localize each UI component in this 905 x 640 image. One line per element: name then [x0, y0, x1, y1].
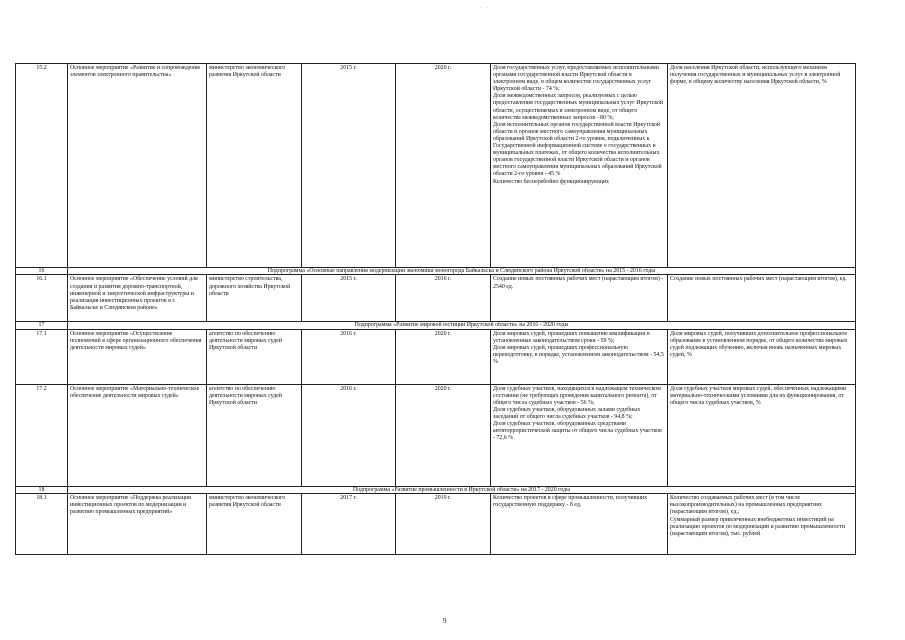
cell-activity: Основное мероприятие «Материально-техническое обеспечение деятельности мировых судей» [68, 384, 207, 486]
cell-executor: министерство экономического развития Иркутской области [207, 64, 302, 268]
cell-end-year: 2020 г. [396, 64, 491, 268]
cell-expected-result: Доля мировых судей, прошедших повышение квалификации в установленные законодательством сроки - 59 %; Доля мировых судей, прошедших профессиональную переподготовку, в порядке, установленном законодательством - 54,5 % [491, 329, 668, 384]
cell-start-year: 2015 г. [302, 64, 396, 268]
subprogram-number: 18 [16, 486, 68, 493]
cell-expected-result: Создание новых постоянных рабочих мест (нарастающим итогом) - 2540 ед. [491, 275, 668, 322]
table-row [16, 275, 856, 322]
cell-expected-result: Количество проектов в сфере промышленности, получивших государственную поддержку - 8 ед. [491, 494, 668, 555]
cell-executor: министерство экономического развития Иркутской области [207, 494, 302, 555]
program-table [15, 63, 855, 555]
page-number: 9 [443, 617, 447, 625]
cell-number: 17.2 [16, 384, 68, 486]
cell-executor: министерство строительства, дорожного хозяйства Иркутской области [207, 275, 302, 322]
cell-number: 18.1 [16, 494, 68, 555]
cell-indicator: Создание новых постоянных рабочих мест (нарастающим итогом), ед. [668, 275, 856, 322]
subprogram-title: Подпрограмма «Основные направления модернизации экономики моногорода Байкальска и Слюдянского района Иркутской области» на 2015 - 2016 годы [68, 268, 856, 275]
subprogram-number: 16 [16, 268, 68, 275]
cell-end-year: 2019 г. [396, 494, 491, 555]
cell-activity: Основное мероприятие «Поддержка реализации инвестиционных проектов по модернизации и развитию промышленных предприятий» [68, 494, 207, 555]
cell-expected-result: Доля судебных участков, находящихся в надлежащем техническом состоянии (не требующих проведения капитального ремонта), от общего числа судебных участков - 56 %; Доля судебных участков, оборудованных залами судебных заседаний от общего числа судебных участков - 94,8 %; Доля судебных участков, оборудованных средствами антитеррористической защиты от общего числа судебных участков - 72,6 % [491, 384, 668, 486]
cell-end-year: 2016 г. [396, 275, 491, 322]
cell-indicator: Доля судебных участков мировых судей, обеспеченных надлежащими материально-техническими условиями для их функционирования, от общего числа судебных участков, % [668, 384, 856, 486]
subprogram-title: Подпрограмма «Развитие промышленности в Иркутской области» на 2017 - 2020 годы [68, 486, 856, 493]
cell-executor: агентство по обеспечению деятельности мировых судей Иркутской области [207, 384, 302, 486]
cell-start-year: 2016 г. [302, 384, 396, 486]
table-row [16, 384, 856, 486]
cell-activity: Основное мероприятие «Осуществление полномочий в сфере организационного обеспечения деятельности мировых судей» [68, 329, 207, 384]
cell-activity: Основное мероприятие «Обеспечение условий для создания и развития дорожно-транспортной, инженерной и энергетической инфраструктуры и реализация инвестиционных проектов в г. Байкальске и Слюдянском районе» [68, 275, 207, 322]
subprogram-title: Подпрограмма «Развитие мировой юстиции Иркутской области» на 2016 - 2020 годы [68, 322, 856, 329]
cell-start-year: 2016 г. [302, 329, 396, 384]
cell-number: 17.1 [16, 329, 68, 384]
cell-end-year: 2020 г. [396, 384, 491, 486]
scan-mark: · · [480, 5, 489, 11]
subprogram-row [16, 486, 856, 493]
cell-expected-result: Доля государственных услуг, предоставляемых исполнительными органами государственной власти Иркутской области в электронном виде, в общем количестве государственных услуг Иркутской области - 74 %; Доля межведомственных запросов, реализуемых с целью предоставления государственных муниципальных услуг Иркутской области, осуществляемых в электронном виде, от общего количества межведомственных запросов - 80 %; Доля исполнительных органов государственной власти Иркутской области и органов местного самоуправления муниципальных образований Иркутской области 2-го уровня, подключенных к Государственной информационной системе о государственных и муниципальных платежах, от общего количества исполнительных органов государственной власти Иркутской области и органов местного самоуправления муниципальных образований Иркутской области 2-го уровня - 45 % Количество бесперебойно функционирующих [491, 64, 668, 268]
cell-activity: Основное мероприятие «Развитие и сопровождение элементов электронного правительства» [68, 64, 207, 268]
table-row [16, 329, 856, 384]
cell-start-year: 2017 г. [302, 494, 396, 555]
table-row [16, 64, 856, 268]
subprogram-row [16, 322, 856, 329]
table-row [16, 494, 856, 555]
subprogram-number: 17 [16, 322, 68, 329]
subprogram-row [16, 268, 856, 275]
cell-end-year: 2020 г. [396, 329, 491, 384]
cell-indicator: Доля населения Иркутской области, использующего механизм получения государственных и муниципальных услуг в электронной форме, в общему количеству населения Иркутской области, % [668, 64, 856, 268]
cell-indicator: Доля мировых судей, получивших дополнительное профессиональное образование в установленном порядке, от общего количества мировых судей подлежащих обучению, включая вновь назначенных мировых судей, % [668, 329, 856, 384]
cell-start-year: 2015 г. [302, 275, 396, 322]
cell-executor: агентство по обеспечению деятельности мировых судей Иркутской области [207, 329, 302, 384]
cell-number: 15.2 [16, 64, 68, 268]
cell-indicator: Количество создаваемых рабочих мест (в том числе высокопроизводительных) на промышленных предприятиях (нарастающим итогом), ед.; Суммарный размер привлеченных внебюджетных инвестиций на реализацию проектов по модернизации и развитию промышленности (нарастающим итогом), тыс. рублей [668, 494, 856, 555]
cell-number: 16.1 [16, 275, 68, 322]
